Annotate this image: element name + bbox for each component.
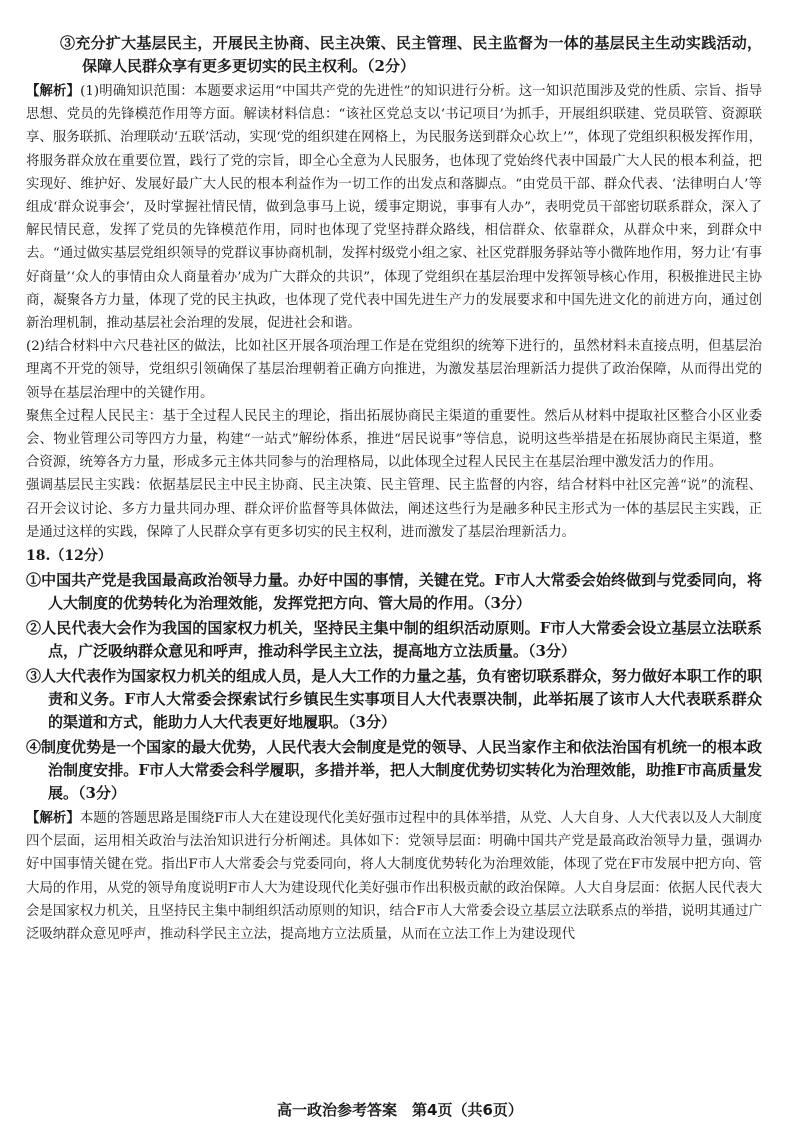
analysis-label-q18: 【解析】 — [26, 810, 80, 827]
analysis-label: 【解析】 — [26, 83, 81, 99]
q18-answer-2: ②人民代表大会作为我国的国家权力机关，坚持民主集中制的组织活动原则。F市人大常委会设立基层立法联系点，广泛吸纳群众意见和呼声，推动科学民主立法，提高地方立法质量。（3分） — [26, 619, 762, 661]
analysis-text-1: (1)明确知识范围：本题要求运用“中国共产党的先进性”的知识进行分析。这一知识范围涉及党的性质、宗旨、指导思想、党员的先锋模范作用等方面。解读材料信息：“该社区党总支以‘书记项目’为抓手，开展组织联建、党员联管、资源联享、服务联抓、治理联动‘五联’活动，实现‘党的组织建在网格上，为民服务送到群众心坎上’”，体现了党组织积极发挥作用，将服务群众放在重要位置，践行了党的宗旨，即全心全意为人民服务，也体现了党始终代表中国最广大人民的根本利益，把实现好、维护好、发展好最广大人民的根本利益作为一切工作的出发点和落脚点。“由党员干部、群众代表、‘法律明白人’等组成‘群众说事会’，及时掌握社情民情，做到急事马上说，缓事定期说，事事有人办”，表明党员干部密切联系群众，深入了解民情民意，发挥了党员的先锋模范作用，同时也体现了党坚持群众路线，相信群众、依靠群众，从群众中来，到群众中去。“通过做实基层党组织领导的党群议事协商机制，发挥村级党小组之家、社区党群服务驿站等小微阵地作用，努力让‘有事好商量’‘众人的事情由众人商量着办’成为广大群众的共识”，体现了党组织在基层治理中发挥领导核心作用，积极推进民主协商，凝聚各方力量，体现了党的民主执政，也体现了党代表中国先进生产力的发展要求和中国先进文化的前进方向，通过创新治理机制，推动基层社会治理的发展，促进社会和谐。 — [26, 84, 763, 332]
answer-item-3: ③充分扩大基层民主，开展民主协商、民主决策、民主管理、民主监督为一体的基层民主生动实践活动，保障人民群众享有更多更切实的民主权利。（2分） — [60, 34, 762, 75]
page-footer: 高一政治参考答案 第4页（共6页） — [277, 1101, 523, 1119]
analysis-paragraph-q18 — [26, 807, 762, 946]
q18-answer-1: ①中国共产党是我国最高政治领导力量。办好中国的事情，关键在党。F市人大常委会始终做到与党委同向，将人大制度的优势转化为治理效能，发挥党把方向、管大局的作用。（3分） — [26, 571, 762, 613]
question-number: 18.（12分） — [26, 548, 112, 565]
q18-answer-4: ④制度优势是一个国家的最大优势，人民代表大会制度是党的领导、人民当家作主和依法治国有机统一的根本政治制度安排。F市人大常委会科学履职，多措并举，把人大制度优势切实转化为治理效能，助推F市高质量发展。（3分） — [26, 738, 762, 803]
analysis-paragraph-1 — [26, 80, 762, 335]
analysis-text-q18: 本题的答题思路是围绕F市人大在建设现代化美好强市过程中的具体举措，从党、人大自身、人大代表以及人大制度四个层面，运用相关政治与法治知识进行分析阐述。具体如下：党领导层面：明确中国共产党是最高政治领导力量，强调办好中国事情关键在党。指出F市人大常委会与党委同向，将人大制度优势转化为治理效能，体现了党在F市发展中把方向、管大局的作用，从党的领导角度说明F市人大为建设现代化美好强市作出积极贡献的政治保障。人大自身层面：依据人民代表大会是国家权力机关，且坚持民主集中制组织活动原则的知识，结合F市人大常委会设立基层立法联系点的举措，说明其通过广泛吸纳群众意见呼声，推动科学民主立法，提高地方立法质量，从而在立法工作上为建设现代 — [26, 811, 763, 943]
analysis-paragraph-2: (2)结合材料中六尺巷社区的做法，比如社区开展各项治理工作是在党组织的统筹下进行的，虽然材料未直接点明，但基层治理离不开党的领导，党组织引领确保了基层治理朝着正确方向推进，为激发基层治理新活力提供了政治保障，从而得出党的领导在基层治理中的关键作用。 — [26, 339, 762, 401]
q18-answer-3: ③人大代表作为国家权力机关的组成人员，是人大工作的力量之基，负有密切联系群众，努力做好本职工作的职责和义务。F市人大常委会探索试行乡镇民生实事项目人大代表票决制，此举拓展了该市人大代表联系群众的渠道和方式，能助力人大代表更好地履职。（3分） — [26, 667, 762, 732]
analysis-paragraph-4: 强调基层民主实践：依据基层民主中民主协商、民主决策、民主管理、民主监督的内容，结合材料中社区完善“说”的流程、召开会议讨论、多方力量共同办理、群众评价监督等具体做法，阐述这些行为是融多种民主形式为一体的基层民主实践，正是通过这样的实践，保障了人民群众享有更多切实的民主权利，进而激发了基层治理新活力。 — [26, 478, 762, 540]
analysis-paragraph-3: 聚焦全过程人民民主：基于全过程人民民主的理论，指出拓展协商民主渠道的重要性。然后从材料中提取社区整合小区业委会、物业管理公司等四方力量，构建“一站式”解纷体系，推进“居民说事”等信息，说明这些举措是在拓展协商民主渠道，整合资源，统筹各方力量，形成多元主体共同参与的治理格局，以此体现全过程人民民主在基层治理中激发活力的作用。 — [26, 408, 762, 471]
